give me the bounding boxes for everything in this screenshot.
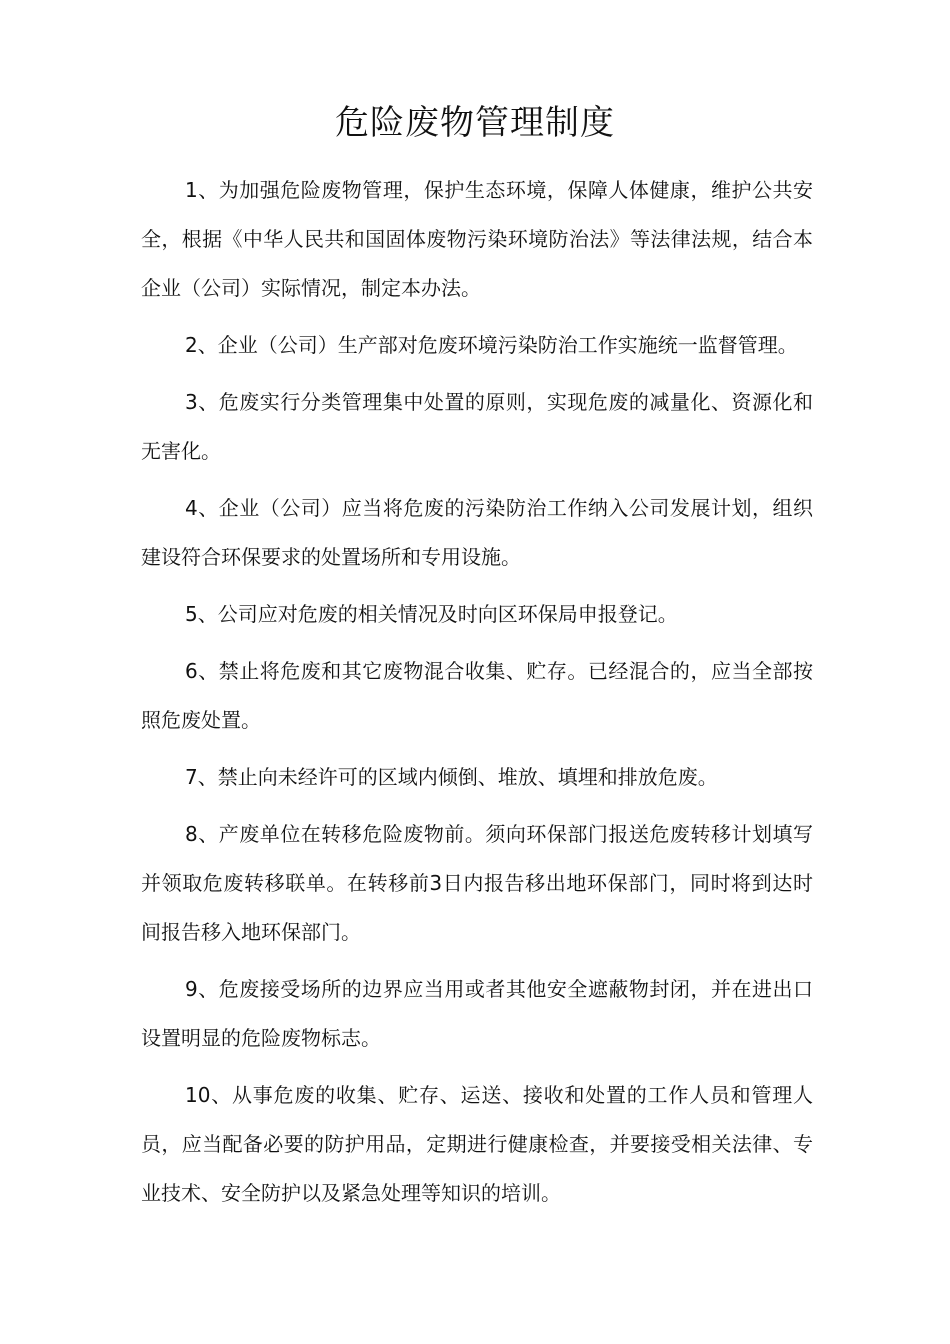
paragraph-3: 3、危废实行分类管理集中处置的原则，实现危废的减量化、资源化和无害化。 [141,390,813,463]
paragraph-10: 10、从事危废的收集、贮存、运送、接收和处置的工作人员和管理人员，应当配备必要的防护用品，定期进行健康检查，并要接受相关法律、专业技术、安全防护以及紧急处理等知识的培训。 [141,1083,813,1205]
paragraph-5: 5、公司应对危废的相关情况及时向区环保局申报登记。 [185,602,678,626]
paragraph-4: 4、企业（公司）应当将危废的污染防治工作纳入公司发展计划，组织建设符合环保要求的处置场所和专用设施。 [141,496,813,569]
paragraph-6: 6、禁止将危废和其它废物混合收集、贮存。已经混合的，应当全部按照危废处置。 [141,659,813,732]
paragraph-2: 2、企业（公司）生产部对危废环境污染防治工作实施统一监督管理。 [185,333,798,357]
document-body [141,166,813,1226]
paragraph-1: 1、为加强危险废物管理，保护生态环境，保障人体健康，维护公共安全，根据《中华人民共和国固体废物污染环境防治法》等法律法规，结合本企业（公司）实际情况，制定本办法。 [141,178,813,300]
paragraph-9: 9、危废接受场所的边界应当用或者其他安全遮蔽物封闭，并在进出口设置明显的危险废物标志。 [141,977,813,1050]
paragraph-8: 8、产废单位在转移危险废物前。须向环保部门报送危废转移计划填写并领取危废转移联单。在转移前3日内报告移出地环保部门，同时将到达时间报告移入地环保部门。 [141,822,813,944]
document-title: 危险废物管理制度 [335,103,615,143]
paragraph-7: 7、禁止向未经许可的区域内倾倒、堆放、填埋和排放危废。 [185,765,718,789]
